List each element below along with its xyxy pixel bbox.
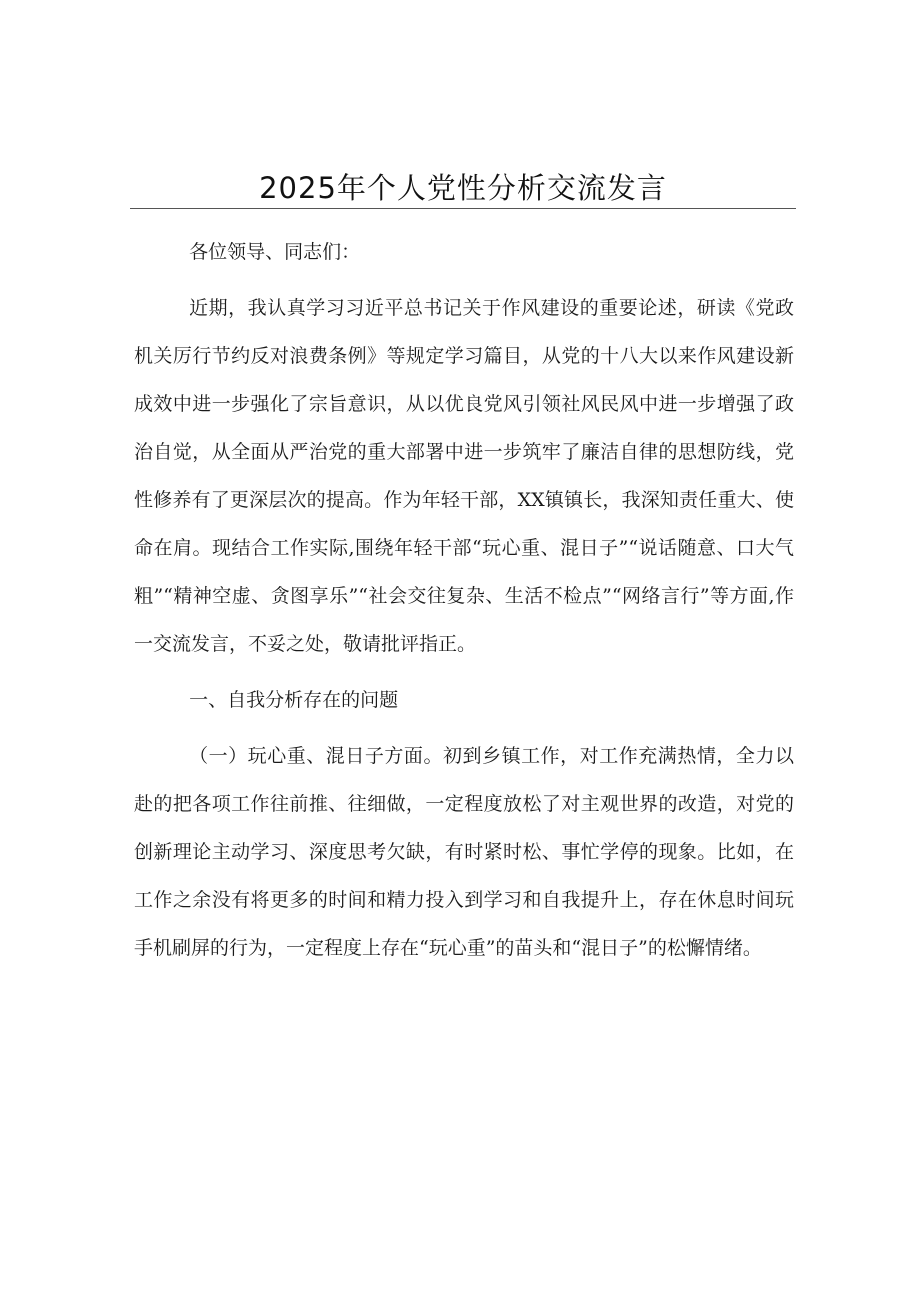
- body-paragraph-intro: 近期，我认真学习习近平总书记关于作风建设的重要论述，研读《党政机关厉行节约反对浪费条例》等规定学习篇目，从党的十八大以来作风建设新成效中进一步强化了宗旨意识，从以优良党风引领社风民风中进一步增强了政治自觉，从全面从严治党的重大部署中进一步筑牢了廉洁自律的思想防线，党性修养有了更深层次的提高。作为年轻干部，XX镇镇长，我深知责任重大、使命在肩。现结合工作实际,围绕年轻干部“玩心重、混日子”“说话随意、口大气粗”“精神空虚、贪图享乐”“社会交往复杂、生活不检点”“网络言行”等方面,作一交流发言，不妥之处，敬请批评指正。: [134, 297, 794, 655]
- document-body: [134, 228, 794, 972]
- body-paragraph-section-1: （一）玩心重、混日子方面。初到乡镇工作，对工作充满热情，全力以赴的把各项工作往前推、往细做，一定程度放松了对主观世界的改造，对党的创新理论主动学习、深度思考欠缺，有时紧时松、事忙学停的现象。比如，在工作之余没有将更多的时间和精力投入到学习和自我提升上，存在休息时间玩手机刷屏的行为，一定程度上存在“玩心重”的苗头和“混日子”的松懈情绪。: [134, 745, 794, 959]
- document-title: 2025年个人党性分析交流发言: [259, 171, 667, 205]
- title-underline: [130, 208, 796, 209]
- section-heading: 一、自我分析存在的问题: [189, 689, 399, 711]
- salutation: 各位领导、同志们：: [189, 241, 361, 263]
